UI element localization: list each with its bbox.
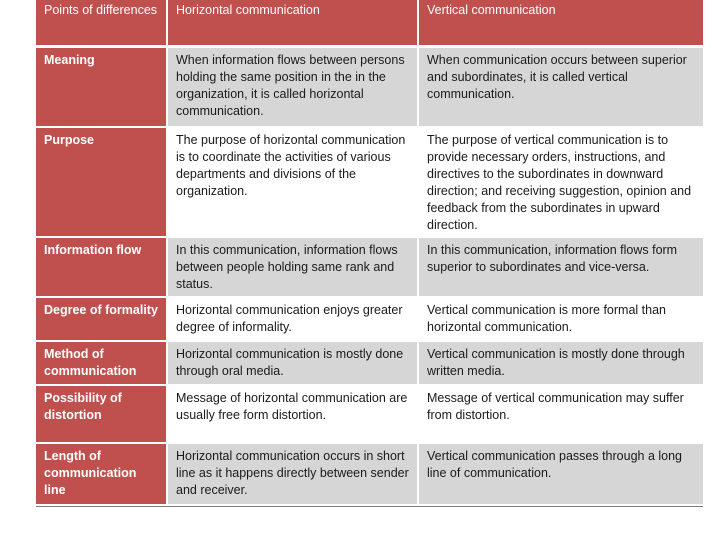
horizontal-cell: In this communication, information flows between people holding same rank and status. [167, 237, 418, 297]
row-label: Information flow [36, 237, 167, 297]
horizontal-cell: Horizontal communication enjoys greater degree of informality. [167, 297, 418, 341]
row-label: Method of communication [36, 341, 167, 385]
vertical-cell: Vertical communication is mostly done through written media. [418, 341, 703, 385]
vertical-cell: The purpose of vertical communication is to provide necessary orders, instructions, and directives to the subordinates in downward direction; and receiving suggestion, opinion and feedback from the subordinates in upward direction. [418, 127, 703, 237]
table-row [36, 297, 703, 341]
horizontal-cell: Horizontal communication occurs in short line as it happens directly between sender and receiver. [167, 443, 418, 505]
comparison-table [36, 0, 703, 506]
table-row [36, 127, 703, 237]
table-row [36, 237, 703, 297]
vertical-cell: Vertical communication is more formal than horizontal communication. [418, 297, 703, 341]
row-label: Meaning [36, 47, 167, 127]
comparison-table-container [36, 0, 703, 507]
vertical-cell: In this communication, information flows form superior to subordinates and vice-versa. [418, 237, 703, 297]
header-vertical: Vertical communication [418, 0, 703, 47]
header-horizontal: Horizontal communication [167, 0, 418, 47]
horizontal-cell: The purpose of horizontal communication is to coordinate the activities of various departments and divisions of the organization. [167, 127, 418, 237]
header-points: Points of differences [36, 0, 167, 47]
header-row [36, 0, 703, 47]
horizontal-cell: Message of horizontal communication are usually free form distortion. [167, 385, 418, 443]
row-label: Purpose [36, 127, 167, 237]
table-row [36, 341, 703, 385]
row-label: Degree of formality [36, 297, 167, 341]
table-row [36, 47, 703, 127]
table-row [36, 443, 703, 505]
vertical-cell: Vertical communication passes through a long line of communication. [418, 443, 703, 505]
row-label: Length of communication line [36, 443, 167, 505]
horizontal-cell: When information flows between persons holding the same position in the in the organization, it is called horizontal communication. [167, 47, 418, 127]
horizontal-cell: Horizontal communication is mostly done through oral media. [167, 341, 418, 385]
table-row [36, 385, 703, 443]
row-label: Possibility of distortion [36, 385, 167, 443]
vertical-cell: Message of vertical communication may suffer from distortion. [418, 385, 703, 443]
vertical-cell: When communication occurs between superior and subordinates, it is called vertical communication. [418, 47, 703, 127]
